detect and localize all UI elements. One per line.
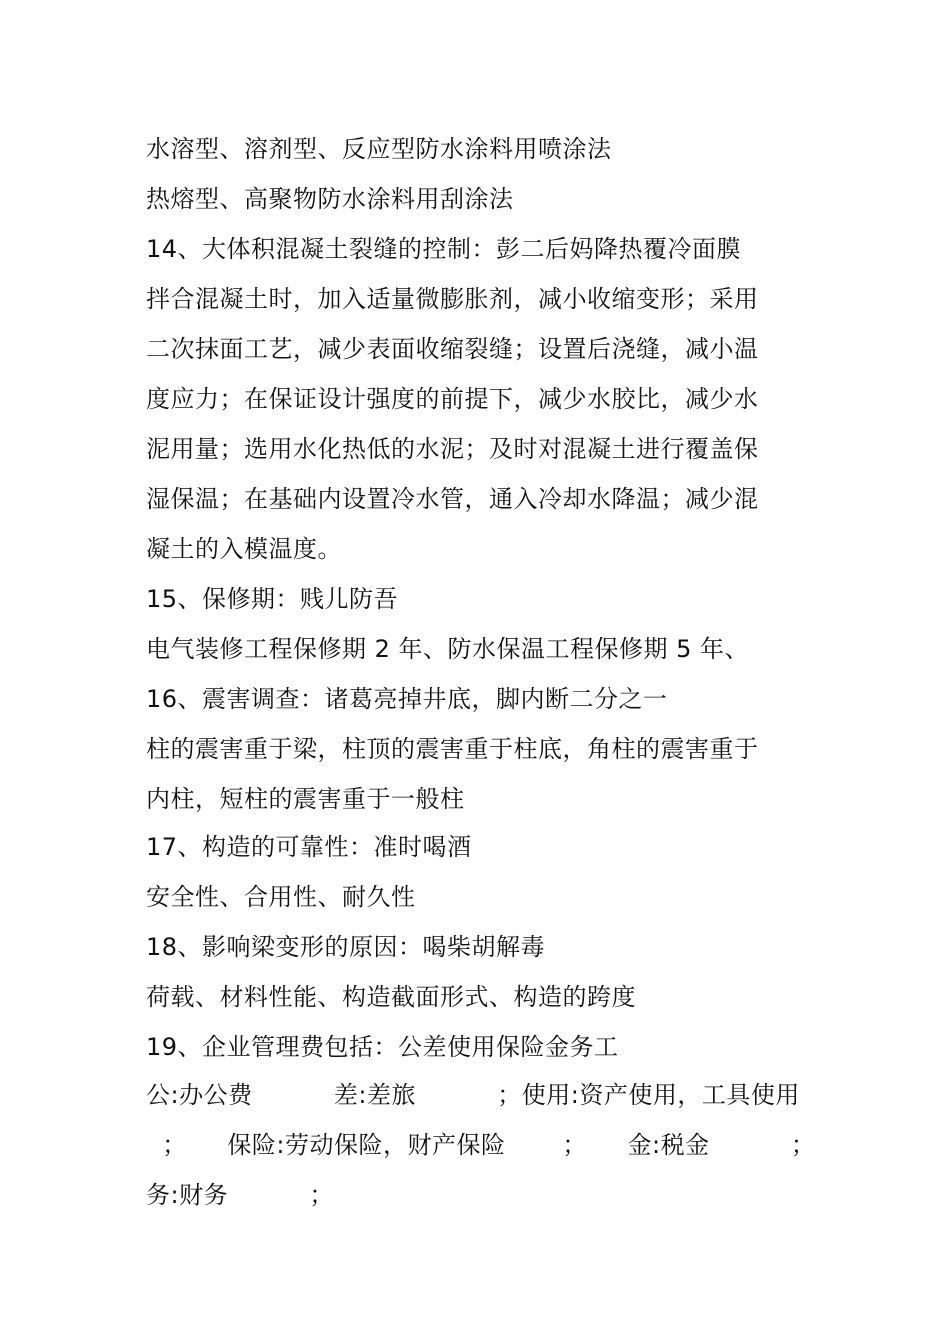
- text-line: ； 保险:劳动保险，财产保险 ； 金:税金 ；: [146, 1131, 816, 1159]
- text-line: 凝土的入模温度。: [146, 535, 342, 563]
- section-heading-15: 15、保修期：贱儿防吾: [146, 585, 399, 613]
- text-line: 柱的震害重于梁，柱顶的震害重于柱底，角柱的震害重于: [146, 735, 759, 763]
- text-line: 安全性、合用性、耐久性: [146, 883, 416, 911]
- text-line: 内柱，短柱的震害重于一般柱: [146, 785, 465, 813]
- text-line: 公:办公费 差:差旅 ；使用:资产使用，工具使用: [146, 1081, 800, 1109]
- section-heading-18: 18、影响梁变形的原因：喝柴胡解毒: [146, 933, 546, 961]
- section-heading-14: 14、大体积混凝土裂缝的控制：彭二后妈降热覆冷面膜: [146, 235, 742, 263]
- text-line: 水溶型、溶剂型、反应型防水涂料用喷涂法: [146, 135, 612, 163]
- text-line: 拌合混凝土时，加入适量微膨胀剂，减小收缩变形；采用: [146, 285, 759, 313]
- text-line: 二次抹面工艺，减少表面收缩裂缝；设置后浇缝，减小温: [146, 335, 759, 363]
- section-heading-19: 19、企业管理费包括：公差使用保险金务工: [146, 1033, 619, 1061]
- text-line: 湿保温；在基础内设置冷水管，通入冷却水降温；减少混: [146, 485, 759, 513]
- text-line: 务:财务 ；: [146, 1181, 334, 1209]
- text-line: 热熔型、高聚物防水涂料用刮涂法: [146, 185, 514, 213]
- text-line: 泥用量；选用水化热低的水泥；及时对混凝土进行覆盖保: [146, 435, 759, 463]
- section-heading-17: 17、构造的可靠性：准时喝酒: [146, 833, 472, 861]
- text-line: 荷载、材料性能、构造截面形式、构造的跨度: [146, 983, 636, 1011]
- section-heading-16: 16、震害调查：诸葛亮掉井底，脚内断二分之一: [146, 685, 668, 713]
- text-line: 电气装修工程保修期 2 年、防水保温工程保修期 5 年、: [146, 635, 750, 663]
- text-line: 度应力；在保证设计强度的前提下，减少水胶比，减少水: [146, 385, 759, 413]
